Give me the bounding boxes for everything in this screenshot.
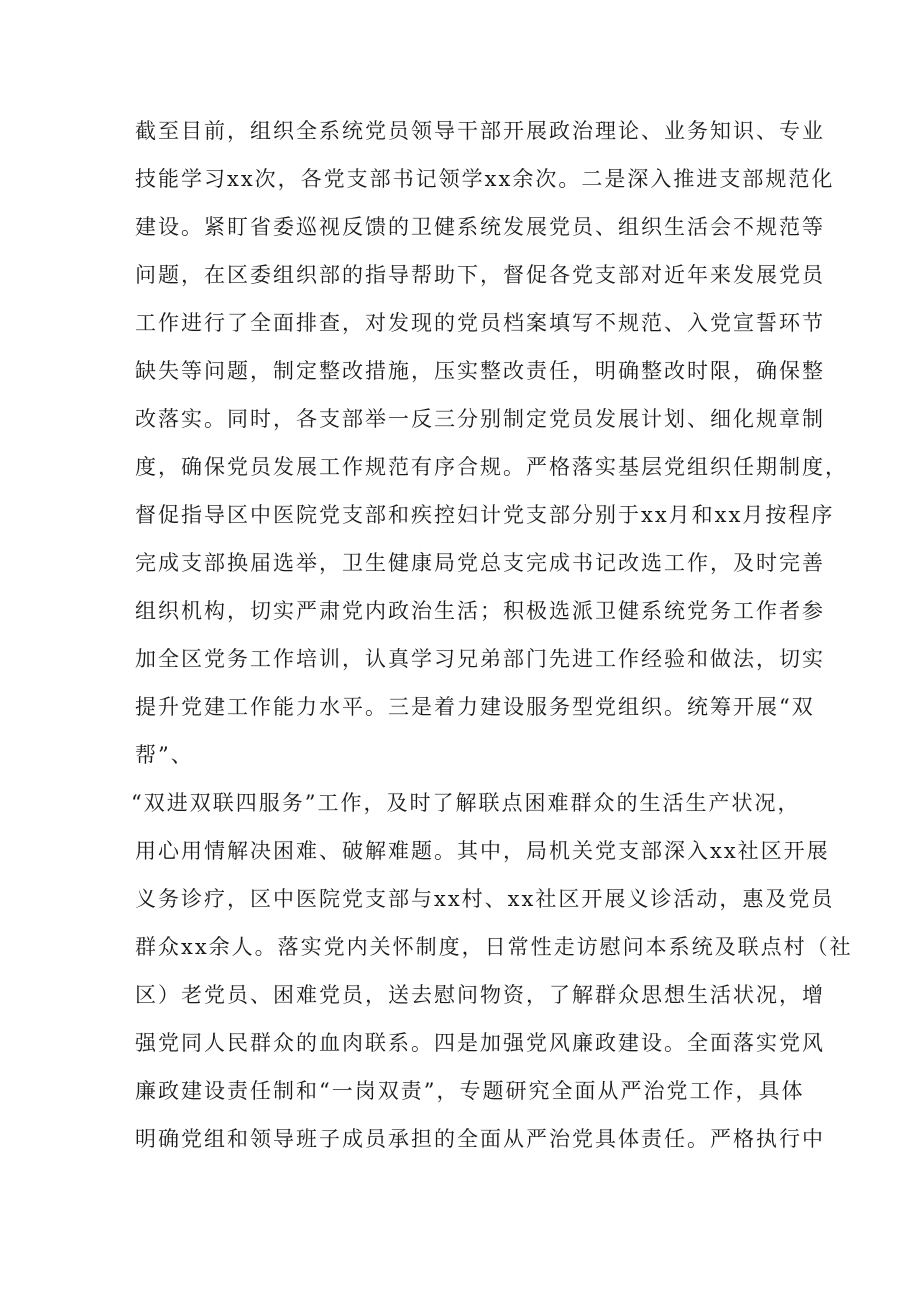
- text-line: 建设。紧盯省委巡视反馈的卫健系统发展党员、组织生活会不规范等: [135, 215, 825, 239]
- text-line: 强党同人民群众的血肉联系。四是加强党风廉政建设。全面落实党风: [135, 1031, 825, 1055]
- text-line: 加全区党务工作培训，认真学习兄弟部门先进工作经验和做法，切实: [135, 647, 825, 671]
- text-line: 截至目前，组织全系统党员领导干部开展政治理论、业务知识、专业: [135, 119, 825, 143]
- text-line: 区）老党员、困难党员，送去慰问物资，了解群众思想生活状况，增: [135, 983, 825, 1007]
- text-line: 义务诊疗，区中医院党支部与xx村、xx社区开展义诊活动，惠及党员: [135, 887, 835, 911]
- text-line: 缺失等问题，制定整改措施，压实整改责任，明确整改时限，确保整: [135, 359, 825, 383]
- text-line: 完成支部换届选举，卫生健康局党总支完成书记改选工作，及时完善: [135, 551, 825, 575]
- text-line: 改落实。同时，各支部举一反三分别制定党员发展计划、细化规章制: [135, 407, 825, 431]
- text-line: 廉政建设责任制和“一岗双责”，专题研究全面从严治党工作，具体: [135, 1079, 805, 1103]
- text-line: 工作进行了全面排查，对发现的党员档案填写不规范、入党宣誓环节: [135, 311, 825, 335]
- text-line: 问题，在区委组织部的指导帮助下，督促各党支部对近年来发展党员: [135, 263, 825, 287]
- text-line: 度，确保党员发展工作规范有序合规。严格落实基层党组织任期制度，: [135, 455, 848, 479]
- text-line: 督促指导区中医院党支部和疾控妇计党支部分别于xx月和xx月按程序: [135, 503, 835, 527]
- text-line: 帮”、: [135, 743, 194, 767]
- text-line: 技能学习xx次，各党支部书记领学xx余次。二是深入推进支部规范化: [135, 167, 835, 191]
- text-line: 明确党组和领导班子成员承担的全面从严治党具体责任。严格执行中: [135, 1127, 825, 1151]
- text-line: 提升党建工作能力水平。三是着力建设服务型党组织。统筹开展“双: [135, 695, 815, 719]
- text-line: “双进双联四服务”工作，及时了解联点困难群众的生活生产状况，: [131, 791, 801, 815]
- text-line: 组织机构，切实严肃党内政治生活；积极选派卫健系统党务工作者参: [135, 599, 825, 623]
- text-line: 用心用情解决困难、破解难题。其中，局机关党支部深入xx社区开展: [135, 839, 830, 863]
- text-line: 群众xx余人。落实党内关怀制度，日常性走访慰问本系统及联点村（社: [135, 935, 853, 959]
